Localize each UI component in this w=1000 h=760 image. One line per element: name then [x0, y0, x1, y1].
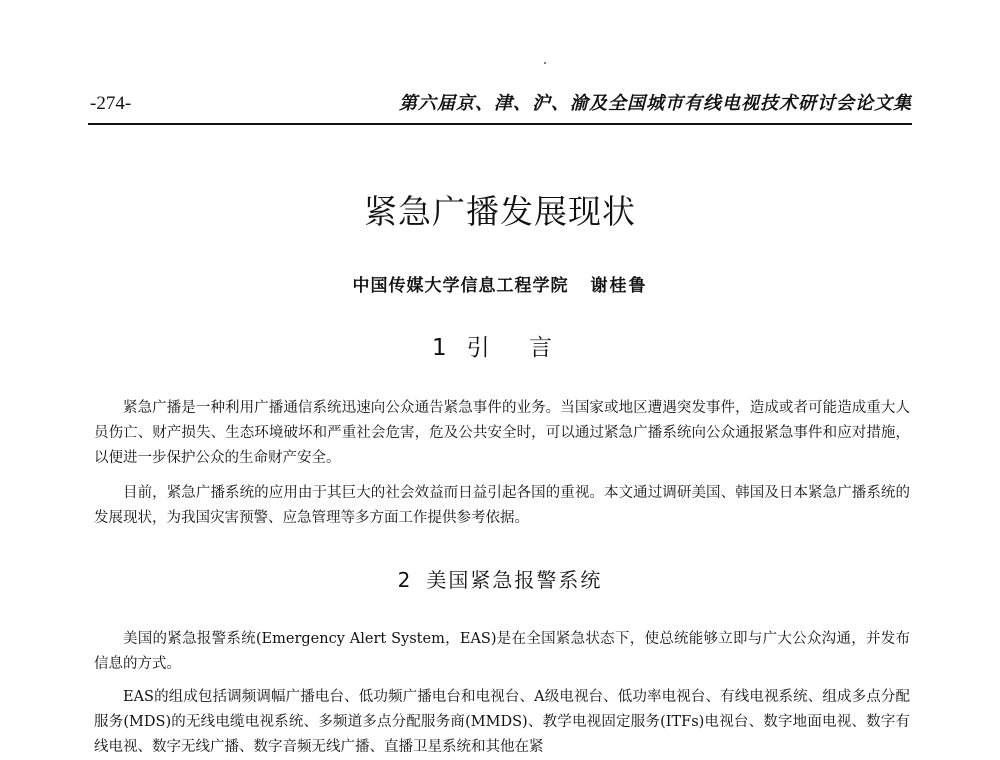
scan-speck [544, 62, 546, 64]
header-rule [88, 123, 912, 125]
section-number: 2 [397, 568, 413, 592]
section-number: 1 [432, 335, 463, 361]
paragraph-eas-2: EAS的组成包括调频调幅广播电台、低功频广播电台和电视台、A级电视台、低功率电视台、有线电视系统、组成多点分配服务(MDS)的无线电缆电视系统、多频道多点分配服务商(MMDS)、教学电视固定服务(ITFs)电视台、数字地面电视、数字有线电视、数字无线广播、数字音频无线广播、直播卫星系统和其他在紧 [94, 689, 910, 755]
journal-title: 第六届京、津、沪、渝及全国城市有线电视技术研讨会论文集 [399, 93, 912, 114]
section-heading-us-eas [0, 565, 1000, 595]
section-title: 引 言 [466, 335, 568, 361]
section-heading-introduction [0, 333, 1000, 363]
section-title: 美国紧急报警系统 [426, 568, 603, 592]
paragraph-intro-2: 目前，紧急广播系统的应用由于其巨大的社会效益而日益引起各国的重视。本文通过调研美国、韩国及日本紧急广播系统的发展现状，为我国灾害预警、应急管理等多方面工作提供参考依据。 [94, 485, 910, 526]
author-line [0, 274, 1000, 298]
author-name: 谢桂鲁 [590, 276, 648, 296]
paragraph-eas-1: 美国的紧急报警系统(Emergency Alert System，EAS)是在全国紧急状态下，使总统能够立即与广大公众沟通，并发布信息的方式。 [94, 631, 910, 672]
paragraph-intro-1: 紧急广播是一种利用广播通信系统迅速向公众通告紧急事件的业务。当国家或地区遭遇突发事件，造成或者可能造成重大人员伤亡、财产损失、生态环境破坏和严重社会危害，危及公共安全时，可以通过紧急广播系统向公众通报紧急事件和应对措施，以便进一步保护公众的生命财产安全。 [94, 400, 910, 466]
page-number: -274- [90, 93, 132, 114]
running-header [90, 92, 912, 120]
article-title: 紧急广播发展现状 [364, 192, 636, 231]
author-affiliation: 中国传媒大学信息工程学院 [352, 276, 569, 296]
